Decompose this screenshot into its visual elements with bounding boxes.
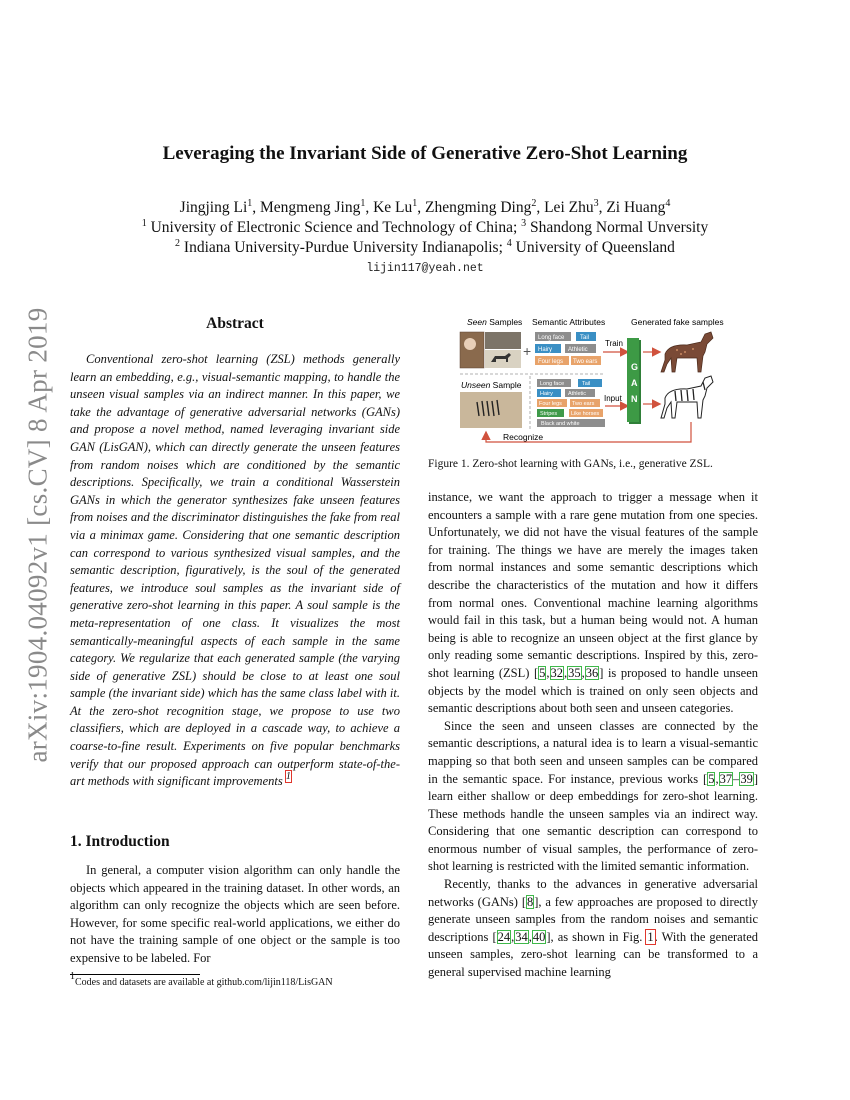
svg-text:Like horses: Like horses <box>571 411 600 417</box>
svg-text:Hairy: Hairy <box>540 391 553 397</box>
svg-text:Long face: Long face <box>538 335 565 341</box>
svg-text:Four legs: Four legs <box>539 401 562 407</box>
train-label: Train <box>605 339 623 348</box>
arxiv-side-stamp <box>18 300 58 770</box>
paper-title: Leveraging the Invariant Side of Generative Zero-Shot Learning <box>162 143 688 164</box>
figure-ref-link[interactable]: 1 <box>647 929 654 944</box>
svg-text:Tail: Tail <box>582 381 591 387</box>
affiliation-line-2: $^2$ Indiana University-Purdue University Indianapolis; $^4$ University of Queensland <box>175 238 675 256</box>
unseen-image-zebra <box>460 392 522 428</box>
semantic-attributes-label: Semantic Attributes <box>532 317 606 327</box>
svg-text:A: A <box>631 378 638 388</box>
svg-text:Stripes: Stripes <box>540 411 558 417</box>
seen-attribute-tags <box>535 332 601 365</box>
section-heading-introduction: 1. Introduction <box>70 833 170 850</box>
person-icon <box>464 338 476 350</box>
citation-link[interactable]: 37 <box>719 771 733 786</box>
paragraph: Recently, thanks to the advances in generative adversarial networks (GANs) [8], a few approaches are proposed to directly generate unseen samples from the random noises and semantic descriptions [24,34,40], as shown in Fig. 1. With the generated unseen samples, zero-shot learning can be transformed to a general supervised machine learning <box>428 877 758 980</box>
citation-link[interactable]: 32 <box>550 665 563 680</box>
svg-text:Hairy: Hairy <box>538 347 553 353</box>
abstract-body: Conventional zero-shot learning (ZSL) methods generally learn an embedding, e.g., visual-semantic mapping, to handle the unseen visual samples via an indirect manner. In this paper, we take the advantage of generative adversarial networks (GANs) and propose a novel method, named leveraging invariant side GAN (LisGAN), which can directly generate the unseen features from random noises which are conditioned by the semantic descriptions. Specifically, we train a conditional Wasserstein GANs in which the generator synthesizes fake unseen features from noises and the discriminator distinguishes the fake from real via a minimax game. Considering that one semantic description can correspond to various synthesized visual samples, and the semantic description, figuratively, is the soul of the generated features, we introduce soul samples as the invariant side of generative zero-shot learning in this paper. A soul sample is the meta-representation of one class. It visualizes the most semantically-meaningful aspects of each sample in the same category. We regularize that each generated sample (the varying side of generative ZSL) should be close to at least one soul sample (the invariant side) which has the same class label with it. At the zero-shot recognition stage, we propose to use two classifiers, which are deployed in a cascade way, to achieve a coarse-to-fine result. Experiments on five popular benchmarks verify that our proposed approach can outperform state-of-the-art methods with significant improvements $^1$ <box>70 352 400 789</box>
citation-link[interactable]: 24 <box>497 929 511 944</box>
plus-icon: + <box>523 343 532 359</box>
svg-text:Athletic: Athletic <box>568 391 587 397</box>
svg-text:Black and white: Black and white <box>541 421 580 427</box>
input-label: Input <box>604 394 622 403</box>
unseen-attribute-tags <box>537 379 605 427</box>
author: Jingjing Li$^1$ <box>179 198 253 216</box>
footnote-divider <box>70 974 200 975</box>
generated-zebra-icon <box>661 376 713 418</box>
footnote: $^1$Codes and datasets are available at github.com/lijin118/LisGAN <box>70 971 333 988</box>
generated-samples-label: Generated fake samples <box>631 317 724 327</box>
citation-link[interactable]: 5 <box>708 771 715 786</box>
author-list: Jingjing Li$^1$, Mengmeng Jing$^1$, Ke Lu$^1$, Zhengming Ding$^2$, Lei Zhu$^3$, Zi Huang$^4$ <box>179 198 671 216</box>
citation-link[interactable]: 35 <box>568 665 581 680</box>
citation-link[interactable]: 40 <box>532 929 546 944</box>
arxiv-id-text: arXiv:1904.04092v1 [cs.CV] 8 Apr 2019 <box>22 307 53 763</box>
affiliation-line-1: $^1$ University of Electronic Science and Technology of China; $^3$ Shandong Normal Unversity <box>141 218 709 236</box>
paragraph: instance, we want the approach to trigger a message when it encounters a sample with a rare gene mutation from one species. Unfortunately, we did not have the visual features of the sample for training. The things we have are merely the images taken from normal instances and some semantic descriptions which describe the characteristics of the mutation and how it differs from normal ones. Conventional machine learning algorithms would fail in this task, but a human being would not. A human being is able to recognize an unseen object at the first glance by only reading some semantic descriptions. Inspired by this, zero-shot learning (ZSL) [5,32,35,36] is proposed to handle unseen objects by the model which is trained on only seen objects and semantic descriptions about both seen and unseen categories. <box>428 490 759 716</box>
seen-samples-label: Seen Samples <box>467 317 523 327</box>
svg-text:Four legs: Four legs <box>538 359 564 365</box>
author: Zhengming Ding$^2$ <box>425 198 537 216</box>
seen-image-2 <box>485 332 521 349</box>
author: Zi Huang$^4$ <box>606 198 671 216</box>
generated-horse-icon <box>661 332 713 372</box>
author: Mengmeng Jing$^1$ <box>260 198 366 216</box>
citation-link[interactable]: 36 <box>585 665 599 680</box>
citation-link[interactable]: 39 <box>740 771 753 786</box>
figure-1-caption: Figure 1. Zero-shot learning with GANs, i.e., generative ZSL. <box>428 458 713 470</box>
author-email[interactable]: lijin117@yeah.net <box>366 262 484 275</box>
svg-text:Athletic: Athletic <box>568 347 588 353</box>
paragraph: Since the seen and unseen classes are connected by the semantic descriptions, a natural idea is to learn a visual-semantic mapping so that both seen and unseen samples can be compared in the semantic space. For instance, previous works [5,37–39] learn either shallow or deep embeddings for zero-shot learning. These methods handle the unseen samples via an indirect way. Considering that one semantic description can correspond to enormous number of visual samples, the performance of zero-shot learning is restricted with the limited semantic information. <box>428 718 758 874</box>
svg-text:G: G <box>631 362 639 372</box>
author: Lei Zhu$^3$ <box>544 198 599 216</box>
abstract-heading: Abstract <box>206 315 264 332</box>
author: Ke Lu$^1$ <box>373 198 418 216</box>
svg-text:N: N <box>631 394 638 404</box>
recognize-label: Recognize <box>503 432 544 442</box>
svg-text:Long face: Long face <box>540 381 565 387</box>
citation-link[interactable]: 34 <box>515 929 528 944</box>
gan-block <box>627 338 641 424</box>
svg-text:Tail: Tail <box>580 335 590 341</box>
citation-link[interactable]: 5 <box>539 665 546 680</box>
citation-link[interactable]: 8 <box>526 894 534 909</box>
svg-text:Two ears: Two ears <box>573 359 598 365</box>
unseen-sample-label: Unseen Sample <box>461 380 522 390</box>
figure-1-diagram <box>455 312 755 452</box>
svg-text:Two ears: Two ears <box>572 401 595 407</box>
seen-image-horse <box>460 332 484 368</box>
right-column-body <box>428 489 758 982</box>
footnote-link[interactable]: 1 <box>285 771 291 783</box>
introduction-body: In general, a computer vision algorithm can only handle the objects which appeared in the training dataset. In other words, an algorithm can only recognize the objects which are seen before. However, for some specific real-world applications, we either do not have the training sample of one object or the sample is too expensive to be labeled. For <box>70 863 400 965</box>
